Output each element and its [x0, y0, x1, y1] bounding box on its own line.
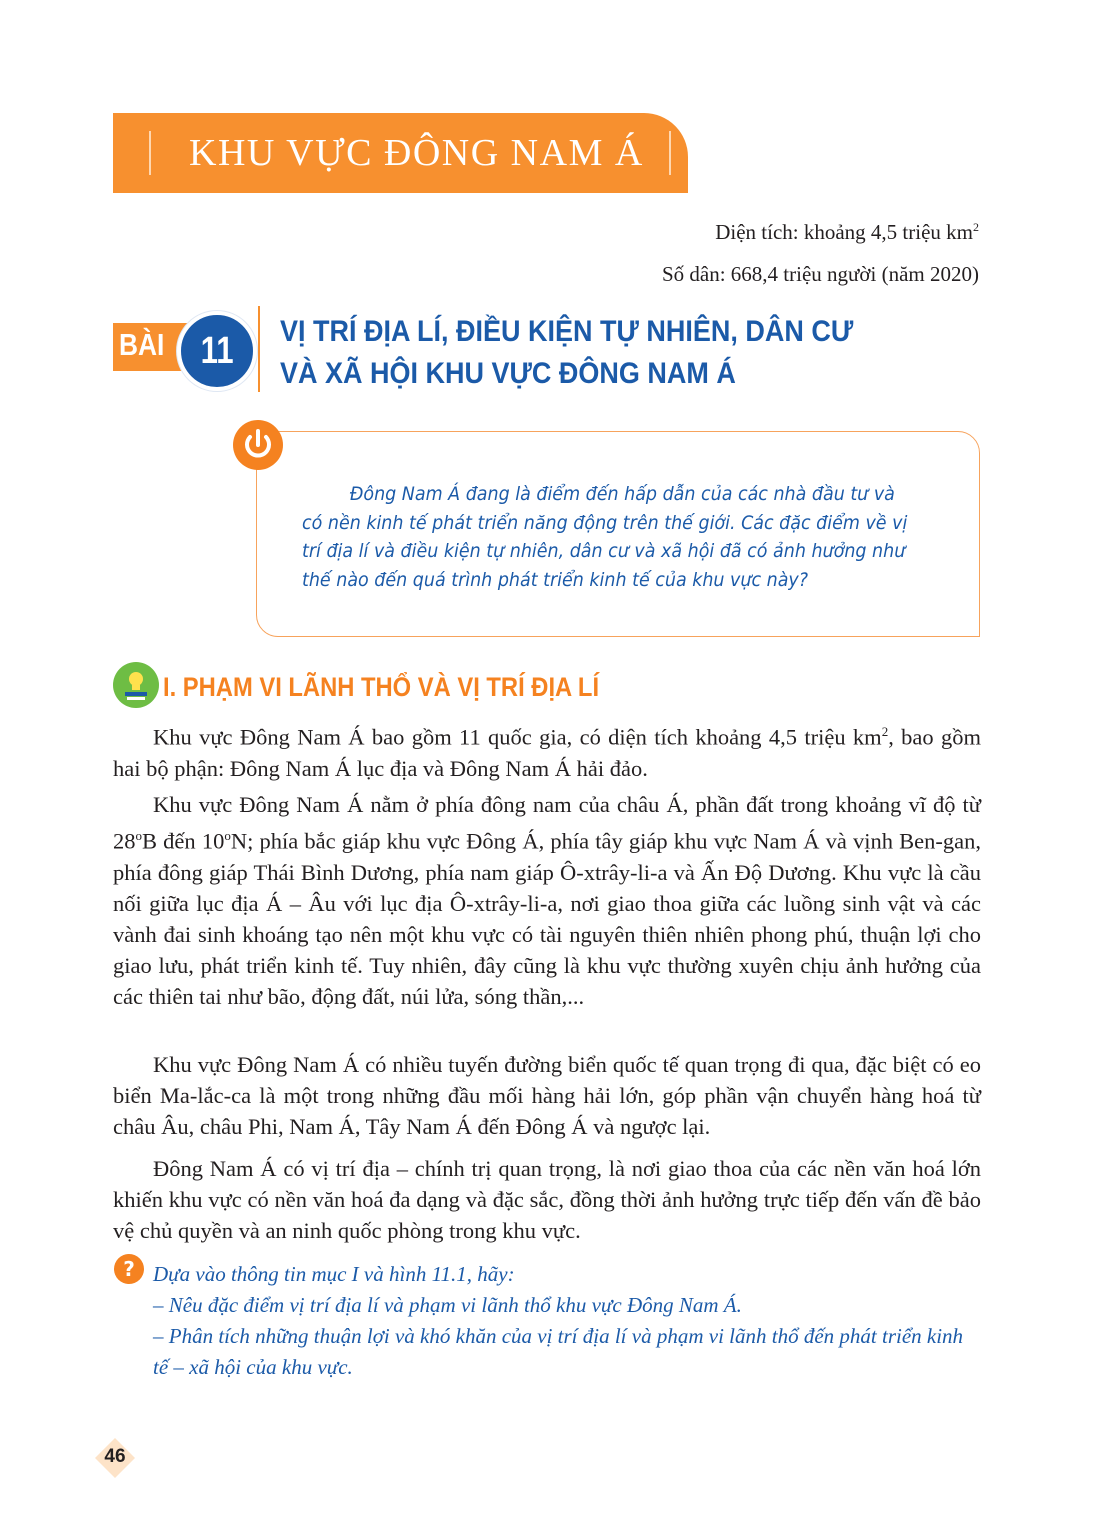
paragraph-2-text-a: Khu vực Đông Nam Á nằm ở phía đông nam của châu Á, phần đất trong khoảng vĩ độ từ 28: [113, 792, 981, 854]
lesson-title-line-1: VỊ TRÍ ĐỊA LÍ, ĐIỀU KIỆN TỰ NHIÊN, DÂN CƯ: [280, 315, 854, 348]
paragraph-1-text-b: , bao gồm hai bộ phận: Đông Nam Á lục địa và Đông Nam Á hải đảo.: [113, 724, 981, 781]
page-number: 46: [104, 1446, 126, 1467]
region-title: KHU VỰC ĐÔNG NAM Á: [189, 132, 644, 174]
svg-text:?: ?: [123, 1257, 135, 1281]
intro-text: Đông Nam Á đang là điểm đến hấp dẫn của các nhà đầu tư và có nền kinh tế phát triển năng động trên thế giới. Các đặc điểm về vị trí địa lí và điều kiện tự nhiên, dân cư và xã hội đã có ảnh hưởng như thế nào đến quá trình phát triển kinh tế của khu vực này?: [302, 483, 908, 591]
lesson-number: 11: [200, 329, 234, 372]
lesson-label: BÀI: [119, 327, 165, 362]
area-label: Diện tích: khoảng 4,5 triệu km: [715, 220, 973, 244]
question-icon: [114, 1254, 144, 1284]
paragraph-1-sup: 2: [881, 724, 889, 739]
region-banner: [113, 113, 688, 193]
lesson-title-line-2: VÀ XÃ HỘI KHU VỰC ĐÔNG NAM Á: [280, 357, 736, 390]
paragraph-3: [113, 1049, 981, 1142]
paragraph-1-text-a: Khu vực Đông Nam Á bao gồm 11 quốc gia, có diện tích khoảng 4,5 triệu km: [153, 724, 882, 750]
paragraph-2-sup-1: o: [135, 828, 142, 843]
paragraph-4-text: Đông Nam Á có vị trí địa – chính trị quan trọng, là nơi giao thoa của các nền văn hoá lớn khiến khu vực có nền văn hoá đa dạng và đặc sắc, đồng thời ảnh hưởng trực tiếp đến vấn đề bảo vệ chủ quyền và an ninh quốc phòng trong khu vực.: [113, 1156, 981, 1243]
paragraph-2-sup-2: o: [224, 828, 231, 843]
lesson-divider: [258, 306, 260, 392]
lightbulb-icon: [113, 662, 159, 708]
question-line-1: Dựa vào thông tin mục I và hình 11.1, hãy:: [153, 1262, 515, 1286]
paragraph-4: [113, 1153, 981, 1246]
area-stat: [715, 220, 979, 245]
section-title: I. PHẠM VI LÃNH THỔ VÀ VỊ TRÍ ĐỊA LÍ: [163, 672, 600, 702]
power-icon: [233, 420, 283, 470]
paragraph-2-text-b: B đến 10: [142, 828, 225, 854]
banner-divider-left: [149, 131, 151, 175]
area-superscript: 2: [973, 220, 979, 234]
question-line-2: – Nêu đặc điểm vị trí địa lí và phạm vi lãnh thổ khu vực Đông Nam Á.: [153, 1293, 742, 1317]
question-block: [153, 1259, 983, 1383]
banner-divider-right: [669, 131, 671, 175]
paragraph-2: [113, 789, 981, 1012]
lesson-number-badge: [177, 311, 257, 391]
paragraph-1: [113, 716, 981, 784]
question-line-3: – Phân tích những thuận lợi và khó khăn của vị trí địa lí và phạm vi lãnh thổ đến phát triển kinh tế – xã hội của khu vực.: [153, 1324, 964, 1379]
paragraph-3-text: Khu vực Đông Nam Á có nhiều tuyến đường biển quốc tế quan trọng đi qua, đặc biệt có eo biển Ma-lắc-ca là một trong những đầu mối hàng hải lớn, góp phần vận chuyển hàng hoá từ châu Âu, châu Phi, Nam Á, Tây Nam Á đến Đông Á và ngược lại.: [113, 1052, 981, 1139]
paragraph-2-text-c: N; phía bắc giáp khu vực Đông Á, phía tây giáp khu vực Nam Á và vịnh Ben-gan, phía đông giáp Thái Bình Dương, phía nam giáp Ô-xtrây-li-a và Ấn Độ Dương. Khu vực là cầu nối giữa lục địa Á – Âu với lục địa Ô-xtrây-li-a, nơi giao thoa giữa các luồng sinh vật và các vành đai sinh khoáng tạo nên một khu vực có tài nguyên thiên nhiên phong phú, thuận lợi cho giao lưu, phát triển kinh tế. Tuy nhiên, đây cũng là khu vực thường xuyên chịu ảnh hưởng của các thiên tai như bão, động đất, núi lửa, sóng thần,...: [113, 828, 982, 1009]
lesson-title: [280, 311, 928, 395]
population-stat: Số dân: 668,4 triệu người (năm 2020): [661, 262, 979, 286]
